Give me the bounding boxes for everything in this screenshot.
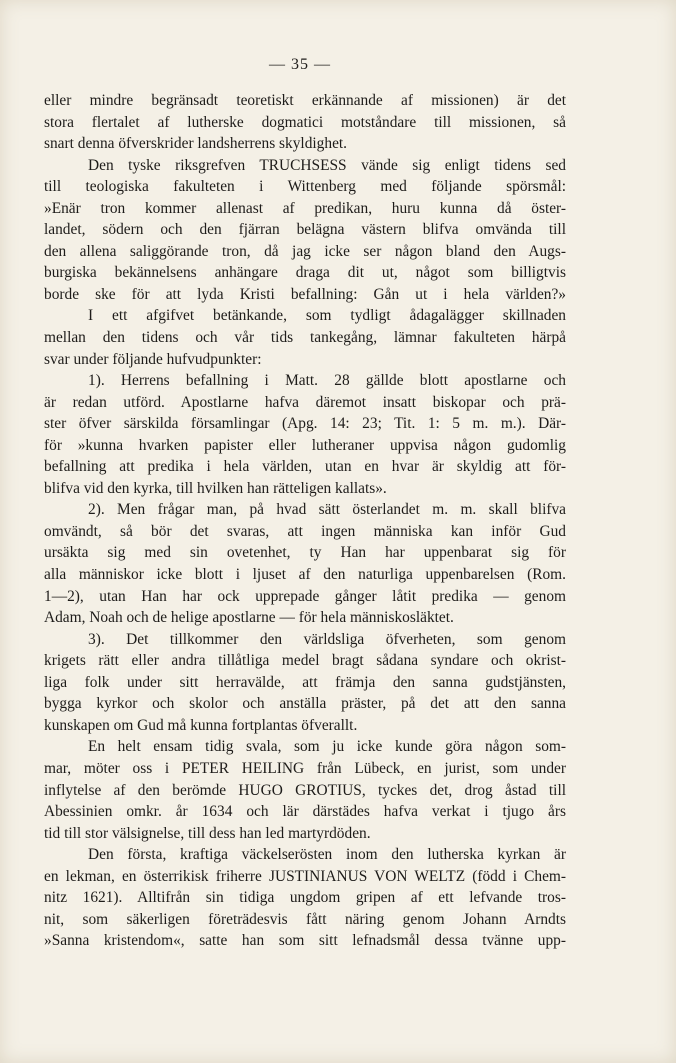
text-line: burgiska bekännelsens anhängare draga dit ut, något som billigtvis (44, 264, 566, 282)
text-line: Abessinien omkr. år 1634 och lär därstädes hafva verkat i tjugo års (44, 803, 566, 821)
text-line: 1). Herrens befallning i Matt. 28 gällde blott apostlarne och (88, 372, 566, 390)
text-line: tid till stor välsignelse, till dess han led martyrdöden. (44, 824, 371, 842)
text-line: till teologiska fakulteten i Wittenberg med följande spörsmål: (44, 178, 566, 196)
text-line: ster öfver särskilda församlingar (Apg. 14: 23; Tit. 1: 5 m. m.). Där- (44, 415, 566, 433)
text-line: landet, södern och den fjärran belägna västern blifva omvända till (44, 221, 566, 239)
text-line: mar, möter oss i PETER HEILING från Lübeck, en jurist, som under (44, 759, 566, 777)
text-line: är redan utförd. Apostlarne hafva däremot insatt biskopar och prä- (44, 393, 566, 411)
text-line: Den första, kraftiga väckelserösten inom den lutherska kyrkan är (88, 846, 566, 864)
page-number: — 35 — (269, 56, 331, 73)
text-line: kunskapen om Gud må kunna fortplantas öfverallt. (44, 716, 358, 734)
text-line: En helt ensam tidig svala, som ju icke kunde göra någon som- (88, 738, 566, 756)
text-line: »Sanna kristendom«, satte han som sitt lefnadsmål dessa tvänne upp- (44, 932, 566, 950)
text-line: nit, som säkerligen företrädesvis fått näring genom Johann Arndts (44, 910, 566, 928)
text-line: »Enär tron kommer allenast af predikan, huru kunna då öster- (44, 199, 566, 217)
text-line: bygga kyrkor och skolor och anställa präster, på det att den sanna (44, 695, 566, 713)
text-line: ursäkta sig med sin ovetenhet, ty Han har uppenbarat sig för (44, 544, 566, 562)
text-line: borde ske för att lyda Kristi befallning: Gån ut i hela världen?» (44, 285, 566, 303)
text-line: befallning att predika i hela världen, utan en hvar är skyldig att för- (44, 458, 566, 476)
text-line: 2). Men frågar man, på hvad sätt österlandet m. m. skall blifva (88, 501, 566, 519)
text-line: nitz 1621). Alltifrån sin tidiga ungdom gripen af ett lefvande tros- (44, 889, 566, 907)
text-line: för »kunna hvarken papister eller lutheraner uppvisa någon gudomlig (44, 436, 566, 454)
text-line: alla människor icke blott i ljuset af den naturliga uppenbarelsen (Rom. (44, 566, 566, 584)
text-line: blifva vid den kyrka, till hvilken han rätteligen kallats». (44, 479, 387, 497)
text-line: stora flertalet af lutherske dogmatici motståndare till missionen, så (44, 113, 566, 131)
text-line: Den tyske riksgrefven TRUCHSESS vände sig enligt tidens sed (88, 156, 566, 174)
text-line: 3). Det tillkommer den världsliga öfverheten, som genom (88, 630, 566, 648)
text-line: svar under följande hufvudpunkter: (44, 350, 262, 368)
text-line: eller mindre begränsadt teoretiskt erkännande af missionen) är det (44, 92, 566, 109)
body-text (44, 90, 566, 952)
text-line: krigets rätt eller andra tillåtliga medel bragt sådana syndare och okrist- (44, 652, 566, 670)
text-line: snart denna öfverskrider landsherrens skyldighet. (44, 135, 348, 153)
text-line: en lekman, en österrikisk friherre JUSTINIANUS VON WELTZ (född i Chem- (44, 867, 566, 885)
text-line: I ett afgifvet betänkande, som tydligt ådagalägger skillnaden (88, 307, 566, 325)
text-line: liga folk under sitt herravälde, att främja den sanna gudstjänsten, (44, 673, 566, 691)
text-line: 1—2), utan Han har ock upprepade gånger låtit predika — genom (44, 587, 566, 605)
text-line: Adam, Noah och de helige apostlarne — för hela människosläktet. (44, 609, 454, 627)
text-line: mellan den tidens och vår tids tankegång, lämnar fakulteten härpå (44, 329, 566, 347)
text-line: den allena saliggörande tron, då jag icke ser någon bland den Augs- (44, 242, 566, 260)
text-line: inflytelse af den berömde HUGO GROTIUS, tyckes det, drog åstad till (44, 781, 566, 799)
text-line: omvändt, så bör det svaras, att ingen människa kan inför Gud (44, 522, 566, 540)
